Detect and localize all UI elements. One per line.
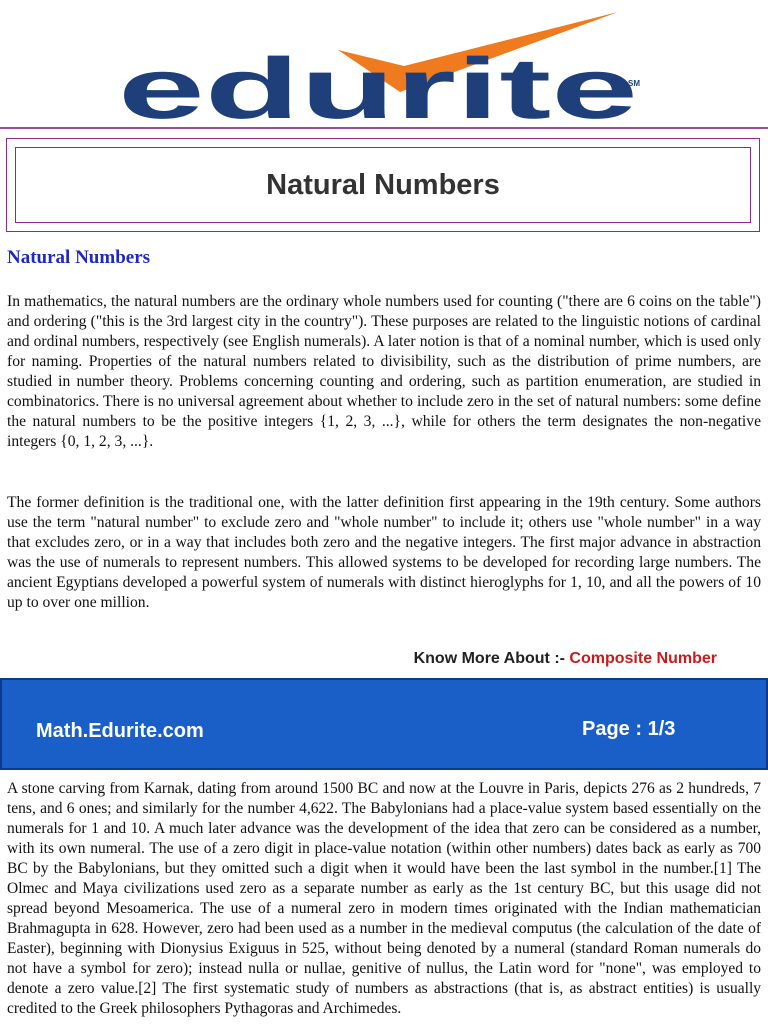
paragraph-1: In mathematics, the natural numbers are the ordinary whole numbers used for counting ("there are 6 coins on the table") and ordering ("this is the 3rd largest city in the country"). These purposes are related to the linguistic notions of cardinal and ordinal numbers, respectively (see English numerals). A later notion is that of a nominal number, which is used only for naming. Properties of the natural numbers related to divisibility, such as the distribution of prime numbers, are studied in number theory. Problems concerning counting and ordering, such as partition enumeration, are studied in combinatorics. There is no universal agreement about whether to include zero in the set of natural numbers: some define the natural numbers to be the positive integers {1, 2, 3, ...}, while for others the term designates the non-negative integers {0, 1, 2, 3, ...}. (7, 293, 761, 450)
composite-number-link[interactable]: Composite Number (569, 650, 717, 667)
know-more-label: Know More About :- (413, 650, 565, 667)
footer-site-name: Math.Edurite.com (36, 720, 204, 742)
footer-page-number: Page : 1/3 (582, 718, 676, 740)
logo-wordmark: edurite (118, 41, 638, 124)
page-title: Natural Numbers (266, 168, 500, 201)
page-2-paragraph: A stone carving from Karnak, dating from around 1500 BC and now at the Louvre in Paris, depicts 276 as 2 hundreds, 7 tens, and 6 ones; and similarly for the number 4,622. The Babylonians had a place-value system based essentially on the numerals for 1 and 10. A much later advance was the development of the idea that zero can be considered as a number, with its own numeral. The use of a zero digit in place-value notation (within other numbers) dates back as early as 700 BC by the Babylonians, but they omitted such a digit when it would have been the last symbol in the number.[1] The Olmec and Maya civilizations used zero as a separate number as early as the 1st century BC, but this usage did not spread beyond Mesoamerica. The use of a numeral zero in modern times originated with the Indian mathematician Brahmagupta in 628. However, zero had been used as a number in the medieval computus (the calculation of the date of Easter), beginning with Dionysius Exiguus in 525, without being denoted by a numeral (standard Roman numerals do not have a symbol for zero); instead nulla or nullae, genitive of nullus, the Latin word for "none", was employed to denote a zero value.[2] The first systematic study of numbers as abstractions (that is, as abstract entities) is usually credited to the Greek philosophers Pythagoras and Archimedes. (7, 780, 761, 1017)
section-heading: Natural Numbers (7, 247, 151, 268)
logo-service-mark: SM (628, 79, 640, 88)
know-more (414, 650, 717, 668)
edurite-logo-graphic (108, 6, 648, 124)
page-footer-band (0, 678, 768, 770)
edurite-logo (108, 6, 648, 124)
title-box (6, 138, 760, 232)
paragraph-2: The former definition is the traditional one, with the latter definition first appearing in the 19th century. Some authors use the term "natural number" to exclude zero and "whole number" to include it; others use "whole number" in a way that excludes zero, or in a way that includes both zero and the negative integers. The first major advance in abstraction was the use of numerals to represent numbers. This allowed systems to be developed for recording large numbers. The ancient Egyptians developed a powerful system of numerals with distinct hieroglyphs for 1, 10, and all the powers of 10 up to over one million. (7, 494, 761, 611)
title-box-inner (15, 147, 751, 223)
header-divider (0, 127, 768, 129)
